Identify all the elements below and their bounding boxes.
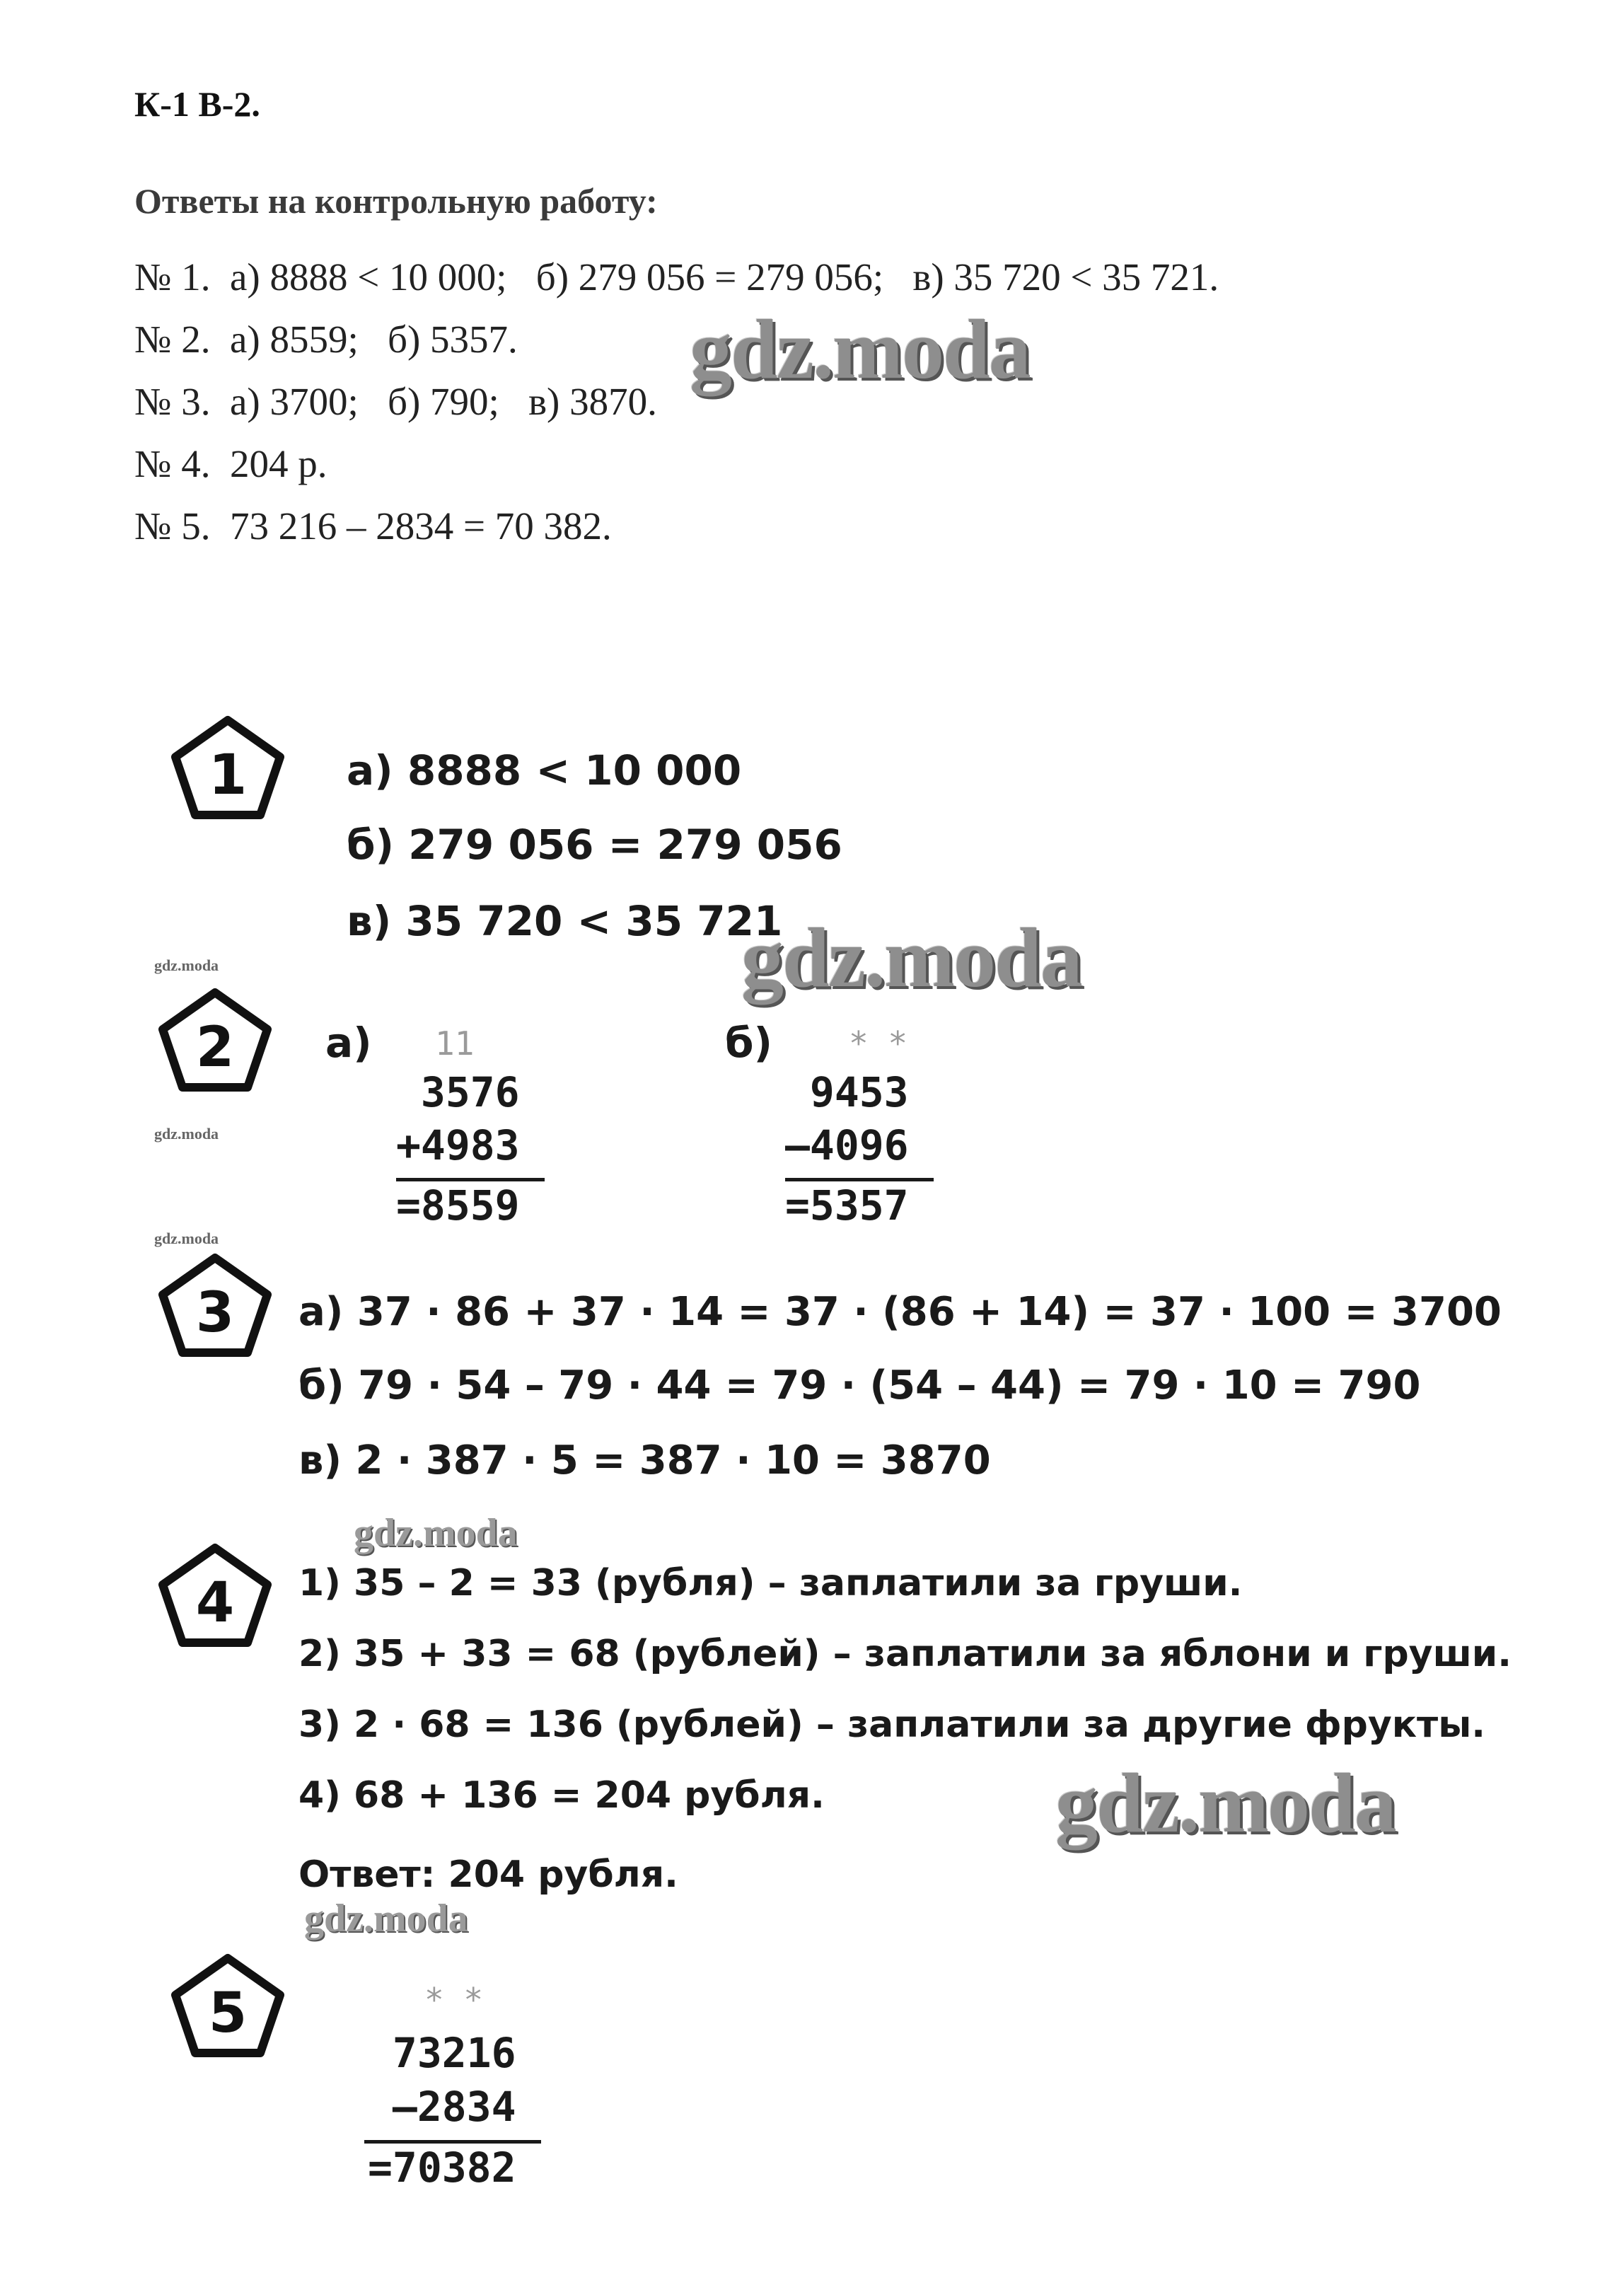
task2-b-top: 9453: [785, 1068, 909, 1116]
answer-line-1: № 1. а) 8888 < 10 000; б) 279 056 = 279 056; в) 35 720 < 35 721.: [134, 255, 1219, 299]
task2-a-bottom: +4983: [396, 1121, 520, 1169]
task5-bottom: –2834: [368, 2083, 516, 2131]
task1-line-c: в) 35 720 < 35 721: [347, 897, 783, 945]
watermark: gdz.moda: [354, 1511, 518, 1555]
task2-a-carry: 11: [435, 1024, 475, 1063]
task-number: 3: [195, 1281, 235, 1345]
task-number-badge: [157, 1252, 273, 1358]
pentagon-icon: [170, 715, 286, 821]
task2-b-carry: * *: [849, 1024, 908, 1063]
task-number: 5: [208, 1982, 248, 2045]
pentagon-icon: [157, 1542, 273, 1648]
pentagon-icon: [170, 1953, 286, 2059]
watermark: gdz.moda: [1055, 1756, 1396, 1850]
task4-answer: Ответ: 204 рубля.: [298, 1853, 678, 1896]
pentagon-icon: [157, 987, 273, 1093]
pentagon-icon: [157, 1252, 273, 1358]
task3-line-c: в) 2 · 387 · 5 = 387 · 10 = 3870: [298, 1438, 991, 1483]
watermark: gdz.moda: [304, 1897, 468, 1941]
task1-line-a: а) 8888 < 10 000: [347, 746, 742, 794]
task-number: 4: [195, 1571, 235, 1635]
watermark: gdz.moda: [690, 302, 1030, 396]
watermark: gdz.moda: [154, 1125, 219, 1143]
answer-line-5: № 5. 73 216 – 2834 = 70 382.: [134, 504, 612, 548]
task2-a-label: а): [325, 1019, 372, 1067]
task2-b-label: б): [725, 1019, 773, 1067]
page-subtitle: Ответы на контрольную работу:: [134, 181, 658, 221]
task-number: 1: [208, 744, 248, 807]
task2-a-top: 3576: [396, 1068, 520, 1116]
task3-line-b: б) 79 · 54 – 79 · 44 = 79 · (54 – 44) = 79 · 10 = 790: [298, 1363, 1421, 1409]
task2-b-bottom: –4096: [785, 1121, 909, 1169]
task-number-badge: [157, 1542, 273, 1648]
task3-line-a: а) 37 · 86 + 37 · 14 = 37 · (86 + 14) = 37 · 100 = 3700: [298, 1289, 1502, 1335]
task5-top: 73216: [368, 2029, 516, 2077]
answer-line-2: № 2. а) 8559; б) 5357.: [134, 318, 518, 361]
task4-line-1: 1) 35 – 2 = 33 (рубля) – заплатили за груши.: [298, 1562, 1243, 1604]
answer-line-4: № 4. 204 р.: [134, 442, 327, 485]
task2-a-result: =8559: [396, 1181, 520, 1230]
task5-result: =70382: [368, 2144, 516, 2192]
task1-line-b: б) 279 056 = 279 056: [347, 821, 842, 869]
task4-line-2: 2) 35 + 33 = 68 (рублей) – заплатили за яблони и груши.: [298, 1633, 1512, 1675]
watermark: gdz.moda: [154, 1230, 219, 1247]
task-number-badge: [170, 715, 286, 821]
watermark: gdz.moda: [154, 956, 219, 974]
task-number: 2: [195, 1016, 235, 1080]
task4-line-3: 3) 2 · 68 = 136 (рублей) – заплатили за другие фрукты.: [298, 1704, 1485, 1746]
task2-b-result: =5357: [785, 1181, 909, 1230]
task4-line-4: 4) 68 + 136 = 204 рубля.: [298, 1774, 825, 1817]
task-number-badge: [170, 1953, 286, 2059]
task-number-badge: [157, 987, 273, 1093]
answer-line-3: № 3. а) 3700; б) 790; в) 3870.: [134, 380, 657, 423]
watermark: gdz.moda: [741, 910, 1081, 1005]
page-title: К-1 В-2.: [134, 84, 260, 124]
task5-carry: * *: [424, 1981, 484, 2019]
